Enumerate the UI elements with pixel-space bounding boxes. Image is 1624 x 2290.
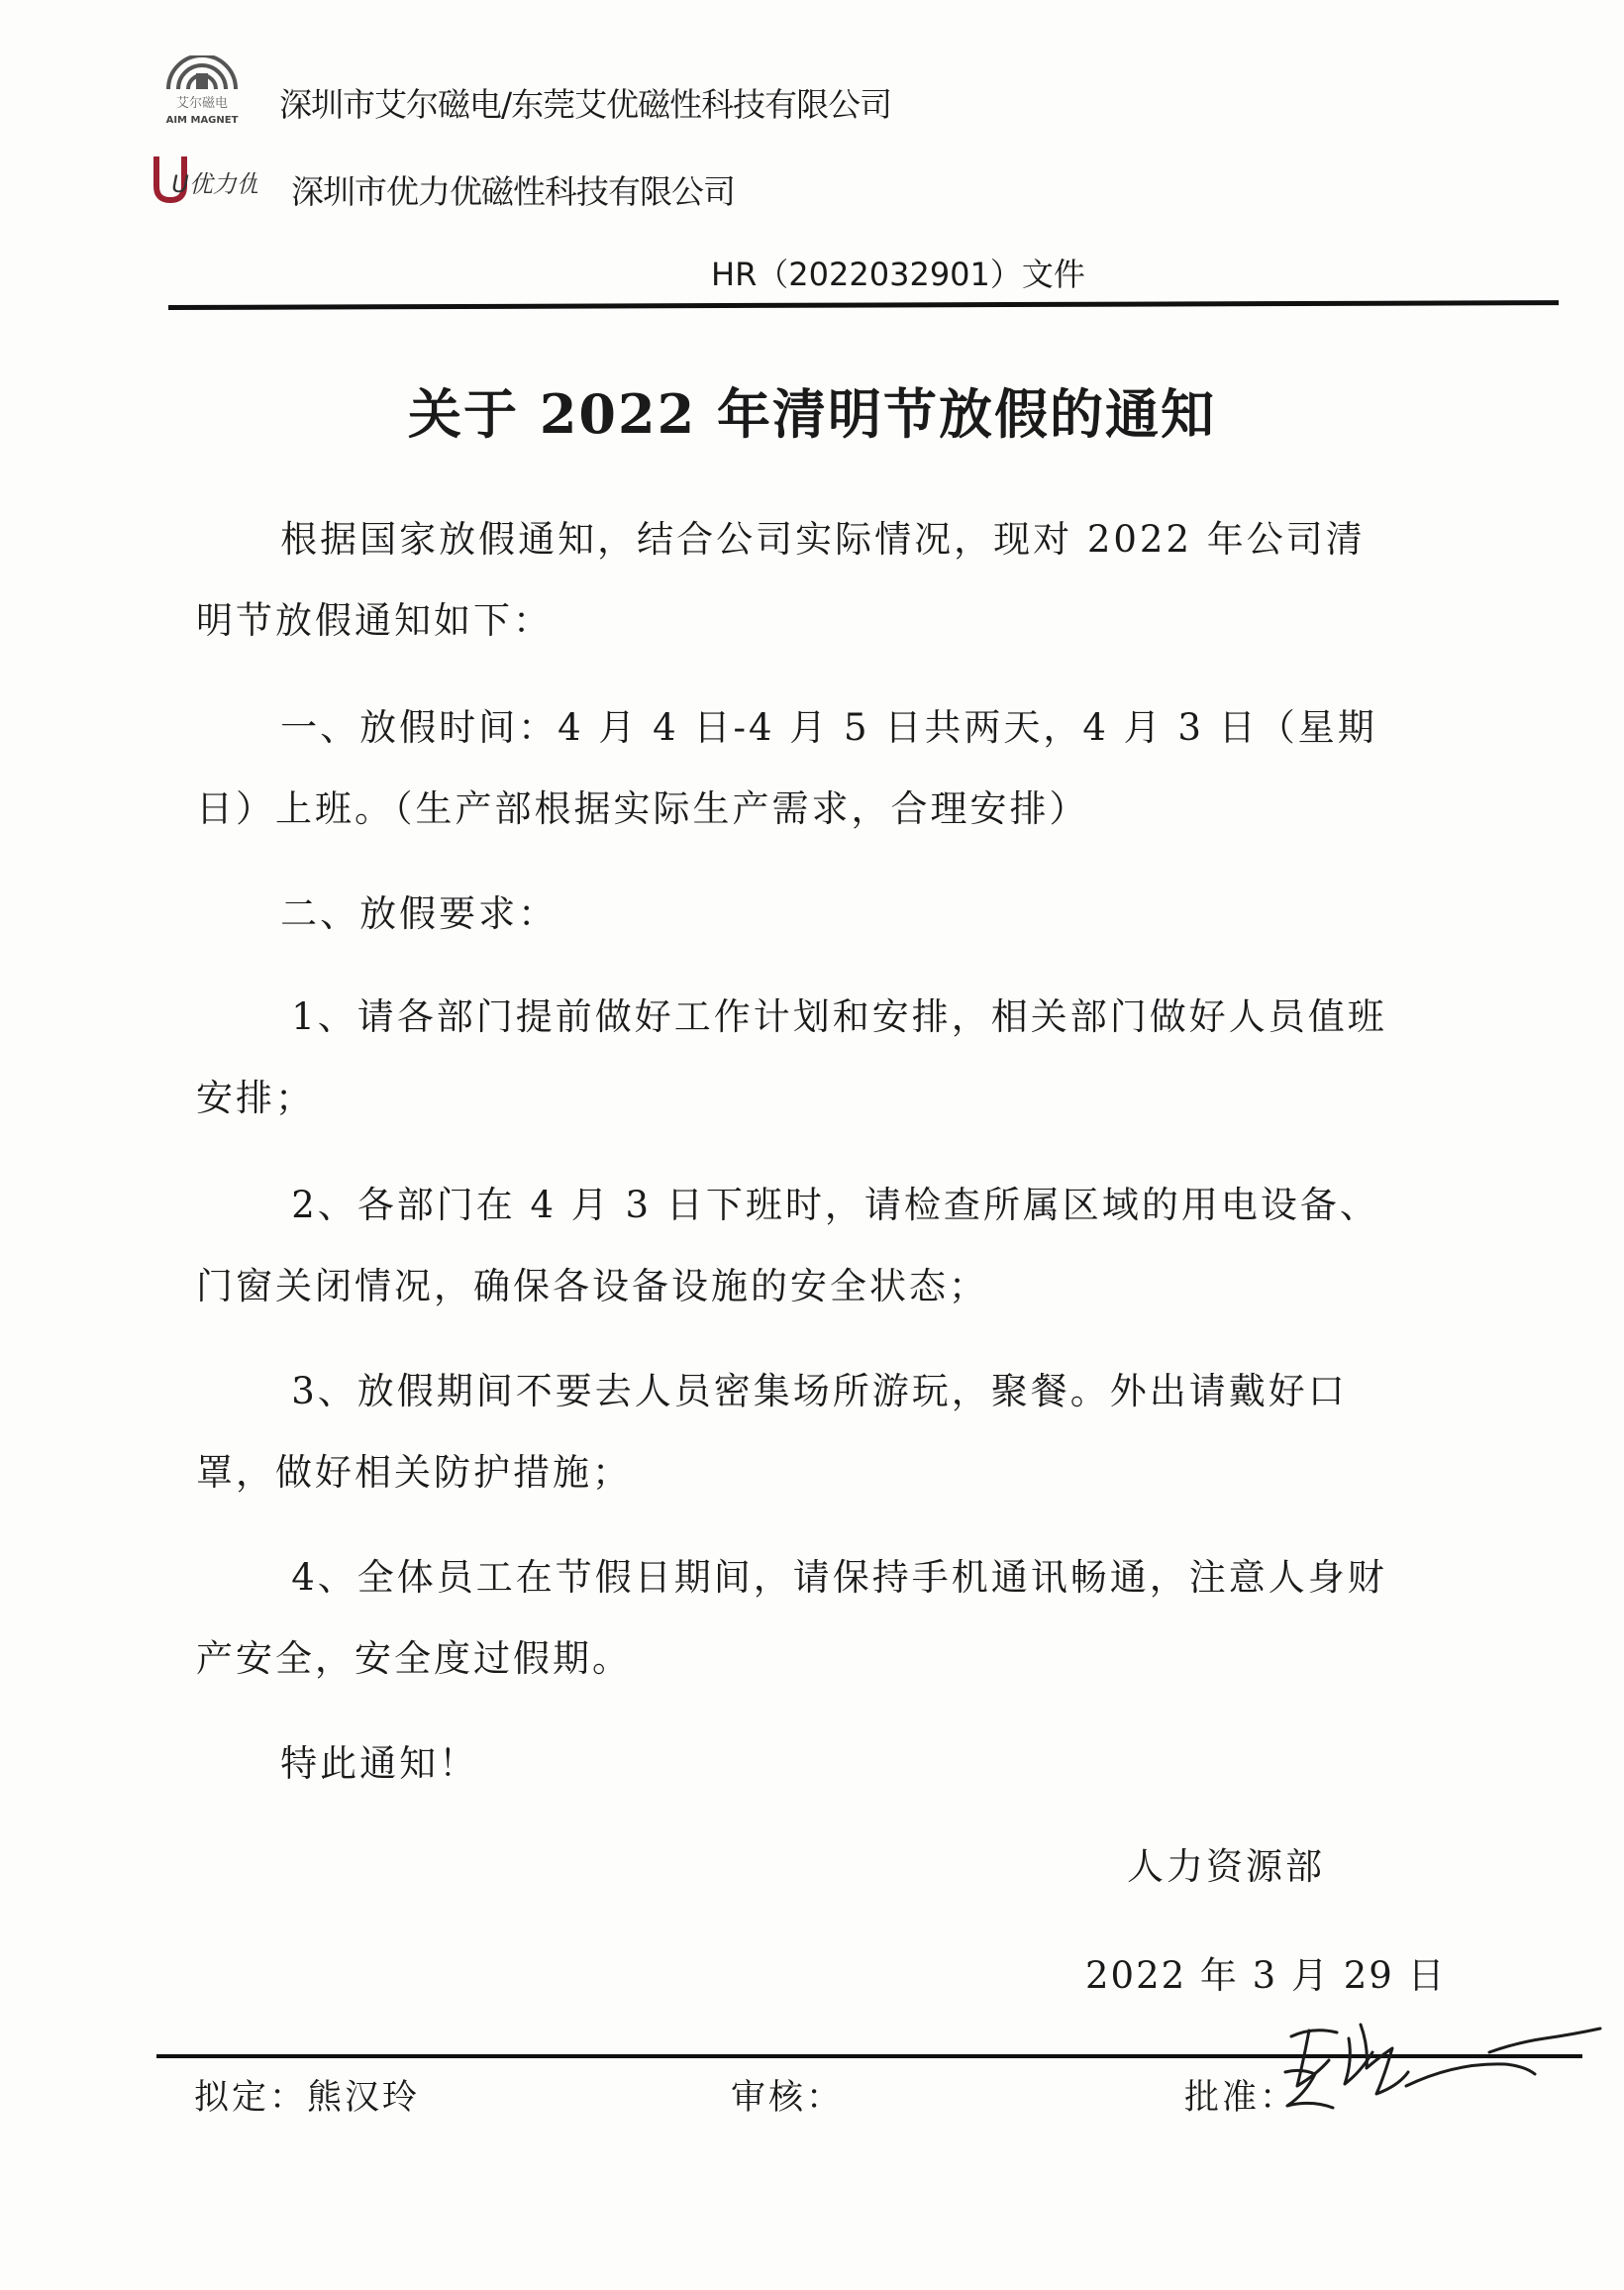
requirement-item-4: 4、全体员工在节假日期间，请保持手机通讯畅通，注意人身财产安全，安全度过假期。	[196, 1556, 1387, 1680]
svg-text:AIM MAGNET: AIM MAGNET	[165, 115, 239, 126]
intro-paragraph: 根据国家放假通知，结合公司实际情况，现对 2022 年公司清明节放假通知如下：	[196, 518, 1366, 642]
notice-title: 关于 2022 年清明节放假的通知	[408, 382, 1216, 446]
holiday-time-section: 一、放假时间：4 月 4 日-4 月 5 日共两天，4 月 3 日（星期日）上班。（生产部根据实际生产需求，合理安排）	[196, 706, 1377, 830]
svg-text:艾尔磁电: 艾尔磁电	[175, 96, 229, 111]
requirement-item-3: 3、放假期间不要去人员密集场所游玩，聚餐。外出请戴好口罩，做好相关防护措施；	[196, 1370, 1348, 1494]
drafted-by: 拟定：熊汉玲	[194, 2078, 421, 2118]
header-divider	[168, 300, 1559, 310]
holiday-requirements-heading: 二、放假要求：	[280, 892, 558, 935]
approved-by: 批准：	[1184, 2078, 1298, 2118]
svg-text:U优力优: U优力优	[171, 170, 257, 198]
uliyou-logo	[151, 151, 257, 206]
issuing-department: 人力资源部	[1127, 1845, 1325, 1888]
handwritten-signature	[1258, 2003, 1614, 2122]
requirement-item-2: 2、各部门在 4 月 3 日下班时，请检查所属区域的用电设备、门窗关闭情况，确保各设备设施的安全状态；	[196, 1184, 1379, 1307]
company-name-secondary: 深圳市优力优磁性科技有限公司	[291, 172, 735, 211]
issue-date: 2022 年 3 月 29 日	[1085, 1954, 1447, 1997]
document-reference: HR（2022032901）文件	[711, 256, 1085, 293]
company-name-primary: 深圳市艾尔磁电/东莞艾优磁性科技有限公司	[279, 85, 892, 124]
aim-magnet-logo	[151, 55, 254, 127]
reviewed-by: 审核：	[731, 2078, 845, 2118]
requirement-item-1: 1、请各部门提前做好工作计划和安排，相关部门做好人员值班安排；	[196, 995, 1387, 1119]
closing-statement: 特此通知！	[280, 1742, 479, 1785]
